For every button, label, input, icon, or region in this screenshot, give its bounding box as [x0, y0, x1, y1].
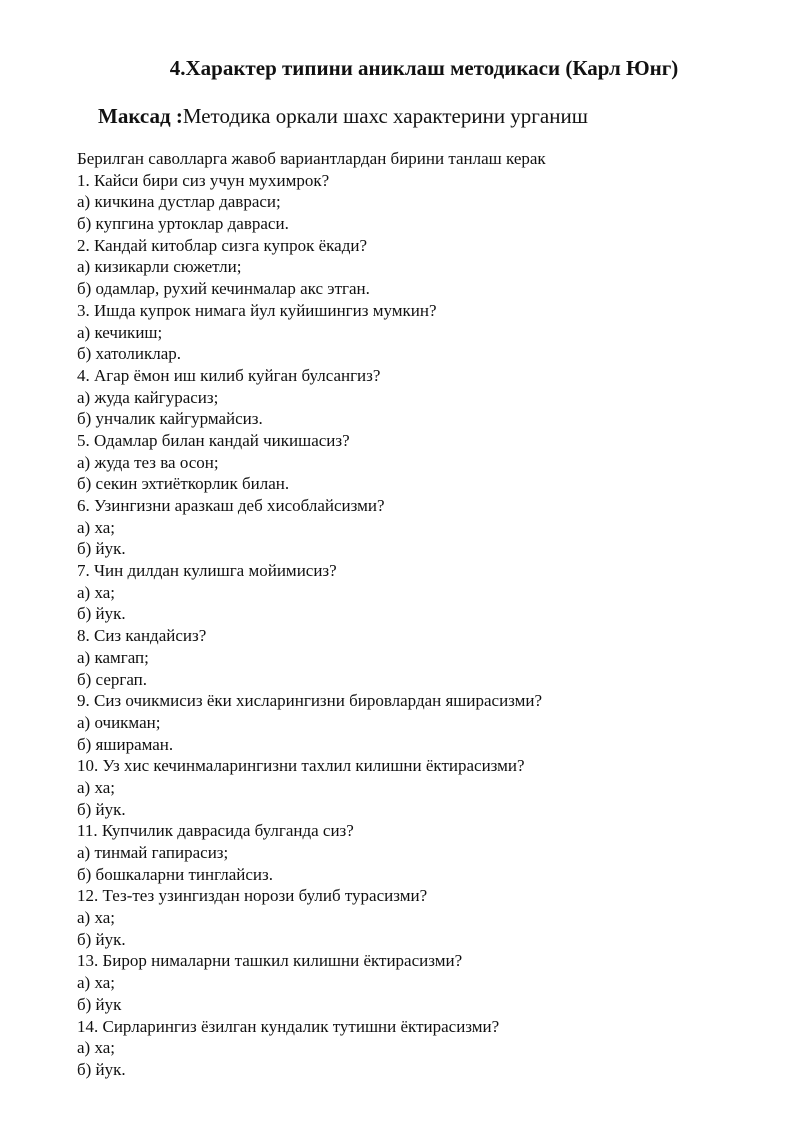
question-item	[77, 950, 777, 1015]
answer-option-b: б) одамлар, рухий кечинмалар акс этган.	[77, 279, 370, 299]
question-text: 6. Узингизни аразкаш деб хисоблайсизми?	[77, 496, 385, 515]
goal-text: Методика оркали шахс характерини урганиш	[182, 104, 588, 128]
question-text: 1. Кайси бири сиз учун мухимрок?	[77, 170, 330, 190]
answer-option-b: б) сергап.	[77, 669, 148, 689]
question-item	[77, 690, 777, 755]
question-text: 7. Чин дилдан кулишга мойимисиз?	[77, 561, 337, 581]
question-text: 9. Сиз очикмисиз ёки хисларингизни бировлардан яширасизми?	[77, 691, 543, 711]
question-item	[77, 430, 777, 495]
answer-option-b: б) бошкаларни тинглайсиз.	[77, 864, 273, 884]
answer-option-a: а) ха;	[77, 517, 116, 537]
document-title: 4.Характер типини аниклаш методикаси (Карл Юнг)	[169, 56, 679, 80]
question-text: 4. Агар ёмон иш килиб куйган булсангиз?	[77, 365, 381, 385]
answer-option-b: б) йук.	[77, 604, 126, 624]
answer-option-a: а) кечикиш;	[77, 322, 163, 342]
answer-option-b: б) йук.	[77, 539, 126, 559]
question-text: 13. Бирор нималарни ташкил килишни ёктирасизми?	[77, 951, 463, 971]
goal-label: Максад :	[98, 104, 183, 128]
question-item	[77, 560, 777, 625]
question-item	[77, 755, 777, 820]
questionnaire	[77, 148, 777, 1081]
answer-option-b: б) йук.	[77, 1059, 126, 1079]
answer-option-a: а) ха;	[77, 973, 116, 993]
question-text: 8. Сиз кандайсиз?	[77, 626, 207, 646]
answer-option-a: а) ха;	[77, 582, 116, 602]
answer-option-a: а) ха;	[77, 908, 116, 928]
question-text: 11. Купчилик даврасида булганда сиз?	[77, 821, 354, 841]
answer-option-a: а) ха;	[77, 1038, 116, 1058]
question-item	[77, 820, 777, 885]
goal-line	[98, 101, 588, 131]
instruction-text: Берилган саволларга жавоб вариантлардан бирини танлаш керак	[77, 149, 546, 168]
answer-option-b: б) секин эхтиёткорлик билан.	[77, 474, 290, 494]
answer-option-b: б) яшираман.	[77, 734, 174, 754]
question-text: 3. Ишда купрок нимага йул куйишингиз мумкин?	[77, 300, 437, 320]
question-text: 14. Сирларингиз ёзилган кундалик тутишни ёктирасизми?	[77, 1016, 500, 1036]
answer-option-a: а) жуда кайгурасиз;	[77, 387, 219, 407]
answer-option-a: а) кизикарли сюжетли;	[77, 257, 242, 277]
answer-option-b: б) хатоликлар.	[77, 344, 182, 364]
answer-option-a: а) ха;	[77, 777, 116, 797]
question-item	[77, 170, 777, 235]
answer-option-b: б) купгина уртоклар давраси.	[77, 214, 289, 234]
question-text: 5. Одамлар билан кандай чикишасиз?	[77, 430, 350, 450]
answer-option-a: а) жуда тез ва осон;	[77, 452, 219, 472]
answer-option-a: а) тинмай гапирасиз;	[77, 843, 229, 862]
question-list	[77, 170, 777, 1081]
question-item	[77, 495, 777, 560]
answer-option-b: б) йук	[77, 994, 122, 1014]
answer-option-b: б) йук.	[77, 799, 126, 819]
answer-option-b: б) унчалик кайгурмайсиз.	[77, 409, 263, 429]
question-item	[77, 885, 777, 950]
answer-option-b: б) йук.	[77, 929, 126, 949]
question-item	[77, 625, 777, 690]
question-item	[77, 300, 777, 365]
question-text: 10. Уз хис кечинмаларингизни тахлил килишни ёктирасизми?	[77, 756, 525, 776]
question-text: 2. Кандай китоблар сизга купрок ёкади?	[77, 235, 368, 255]
answer-option-a: а) очикман;	[77, 712, 161, 732]
question-item	[77, 1016, 777, 1081]
question-item	[77, 365, 777, 430]
answer-option-a: а) кичкина дустлар давраси;	[77, 192, 281, 212]
question-item	[77, 235, 777, 300]
question-text: 12. Тез-тез узингиздан норози булиб турасизми?	[77, 886, 428, 906]
answer-option-a: а) камгап;	[77, 647, 149, 667]
